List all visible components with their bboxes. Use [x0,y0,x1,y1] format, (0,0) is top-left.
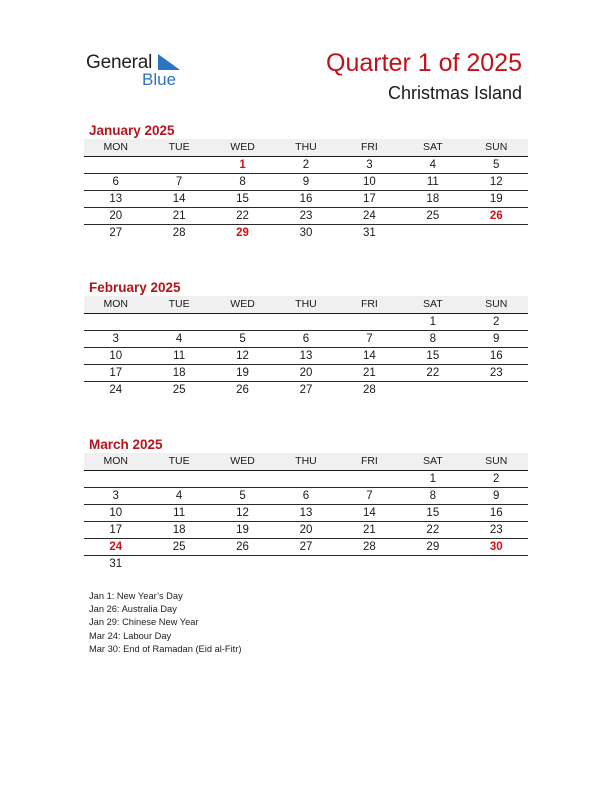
week-row [84,208,528,225]
holiday-day-cell: 1 [239,159,246,171]
day-cell: 24 [363,210,376,222]
holiday-note: Mar 24: Labour Day [89,630,172,641]
day-cell: 27 [299,384,313,396]
day-cell: 4 [175,333,183,345]
day-cell: 14 [363,350,376,362]
day-cell: 2 [302,159,310,171]
holiday-note: Mar 30: End of Ramadan (Eid al-Fitr) [89,643,242,654]
day-cell: 13 [299,507,313,519]
week-row [84,488,528,505]
week-row [84,365,528,382]
day-cell: 28 [363,384,376,396]
day-cell [401,556,464,572]
day-cell: 13 [109,193,123,205]
day-cell: 5 [493,159,500,171]
weekday-label: WED [230,141,255,153]
day-cell [84,314,147,330]
day-cell: 22 [236,210,249,222]
day-cell: 12 [489,176,503,188]
weekday-header-row [84,296,528,314]
day-cell: 21 [363,367,376,379]
month-title: January 2025 [89,123,175,138]
day-cell: 28 [363,541,376,553]
weekday-label: MON [103,141,128,153]
weekday-label: FRI [360,298,378,310]
day-cell: 19 [489,193,503,205]
day-cell: 16 [489,507,503,519]
holiday-notes [89,590,241,656]
day-cell: 16 [299,193,313,205]
day-cell: 4 [175,490,183,502]
logo-word-general: General [86,52,153,73]
week-row [84,314,528,331]
day-cell: 27 [109,227,123,239]
weekday-label: FRI [360,141,378,153]
day-cell: 31 [363,227,376,239]
day-cell: 22 [426,367,440,379]
day-cell: 20 [109,210,123,222]
day-cell: 21 [363,524,376,536]
day-cell [211,314,274,330]
weekday-label: FRI [360,455,378,467]
week-row [84,471,528,488]
day-cell: 9 [493,490,500,502]
day-cell: 9 [493,333,500,345]
day-cell: 13 [299,350,313,362]
day-cell: 3 [112,333,119,345]
day-cell: 23 [489,524,503,536]
holiday-day-cell: 29 [236,227,249,239]
page-title: Quarter 1 of 2025 [326,49,522,77]
day-cell: 8 [429,333,437,345]
week-row [84,556,528,572]
day-cell: 25 [426,210,440,222]
day-cell: 18 [426,193,440,205]
weekday-label: SAT [422,298,443,310]
day-cell: 23 [489,367,503,379]
day-cell: 12 [236,350,249,362]
day-cell: 8 [239,176,246,188]
weekday-label: TUE [168,141,190,153]
weekday-label: THU [295,455,317,467]
day-cell [465,556,528,572]
day-cell: 7 [366,333,373,345]
month-calendar-march [84,436,528,572]
day-cell: 10 [109,350,123,362]
day-cell: 10 [363,176,376,188]
day-cell [147,314,210,330]
weekday-label: SAT [422,455,443,467]
week-row [84,505,528,522]
weekday-label: SUN [485,141,508,153]
day-cell: 11 [173,507,186,519]
holiday-note: Jan 1: New Year’s Day [89,591,183,601]
logo-word-blue: Blue [142,70,177,89]
day-cell: 26 [236,384,249,396]
day-cell: 5 [239,333,246,345]
weekday-label: TUE [168,298,190,310]
day-cell: 3 [112,490,119,502]
week-row [84,348,528,365]
month-title: February 2025 [89,280,181,295]
day-cell [338,556,401,572]
day-cell: 7 [175,176,183,188]
day-cell [274,471,337,487]
day-cell [147,556,210,572]
day-cell: 25 [172,384,186,396]
week-row [84,157,528,174]
week-row [84,191,528,208]
day-cell: 31 [109,558,123,570]
day-cell: 1 [429,316,437,328]
weekday-label: SUN [485,298,508,310]
week-row [84,539,528,556]
day-cell: 19 [236,524,249,536]
day-cell: 12 [236,507,249,519]
week-row [84,382,528,398]
weekday-label: TUE [168,455,190,467]
day-cell [338,471,401,487]
day-cell: 1 [429,473,437,485]
day-cell: 2 [493,316,500,328]
day-cell: 29 [426,541,440,553]
generalblue-logo [86,50,186,90]
day-cell: 19 [236,367,249,379]
day-cell: 25 [172,541,186,553]
weekday-label: SAT [422,141,443,153]
holiday-note: Jan 29: Chinese New Year [89,617,199,628]
day-cell [274,556,337,572]
day-cell: 23 [299,210,313,222]
day-cell: 6 [302,333,310,345]
weekday-label: MON [103,455,128,467]
holiday-day-cell: 26 [489,210,503,222]
day-cell: 18 [172,367,186,379]
day-cell: 3 [366,159,373,171]
day-cell: 17 [363,193,376,205]
day-cell: 15 [426,350,440,362]
day-cell: 16 [489,350,503,362]
day-cell: 7 [366,490,373,502]
day-cell [147,471,210,487]
weekday-label: THU [295,298,317,310]
day-cell: 17 [109,524,123,536]
weekday-label: WED [230,455,255,467]
weekday-header-row [84,139,528,157]
month-calendar-january [84,122,528,241]
logo-triangle-icon [158,54,180,70]
day-cell: 6 [302,490,310,502]
week-row [84,174,528,191]
day-cell: 2 [493,473,500,485]
week-row [84,225,528,241]
day-cell: 6 [112,176,119,188]
day-cell [84,471,147,487]
day-cell: 28 [172,227,186,239]
day-cell: 20 [299,524,313,536]
day-cell [84,157,147,173]
week-row [84,522,528,539]
holiday-day-cell: 24 [109,541,123,553]
day-cell: 15 [426,507,440,519]
day-cell: 15 [236,193,249,205]
day-cell [274,314,337,330]
week-row [84,331,528,348]
day-cell [465,382,528,398]
month-calendar-february [84,279,528,398]
day-cell [338,314,401,330]
day-cell: 22 [426,524,440,536]
day-cell [465,225,528,241]
holiday-day-cell: 30 [489,541,503,553]
day-cell: 10 [109,507,123,519]
day-cell: 11 [173,350,186,362]
day-cell: 26 [236,541,249,553]
day-cell [401,225,464,241]
country-name: Christmas Island [387,83,522,103]
day-cell [401,382,464,398]
day-cell: 20 [299,367,313,379]
day-cell [211,471,274,487]
day-cell: 5 [239,490,246,502]
day-cell: 4 [429,159,437,171]
day-cell: 11 [426,176,439,188]
day-cell: 24 [109,384,123,396]
day-cell: 27 [299,541,313,553]
day-cell [147,157,210,173]
holiday-note: Jan 26: Australia Day [89,604,177,615]
weekday-label: THU [295,141,317,153]
day-cell [211,556,274,572]
day-cell: 30 [299,227,313,239]
day-cell: 18 [172,524,186,536]
day-cell: 14 [172,193,186,205]
day-cell: 9 [302,176,310,188]
weekday-label: WED [230,298,255,310]
day-cell: 17 [109,367,123,379]
month-title: March 2025 [89,437,163,452]
weekday-label: SUN [485,455,508,467]
weekday-label: MON [103,298,128,310]
day-cell: 8 [429,490,437,502]
weekday-header-row [84,453,528,471]
day-cell: 14 [363,507,376,519]
day-cell: 21 [172,210,186,222]
